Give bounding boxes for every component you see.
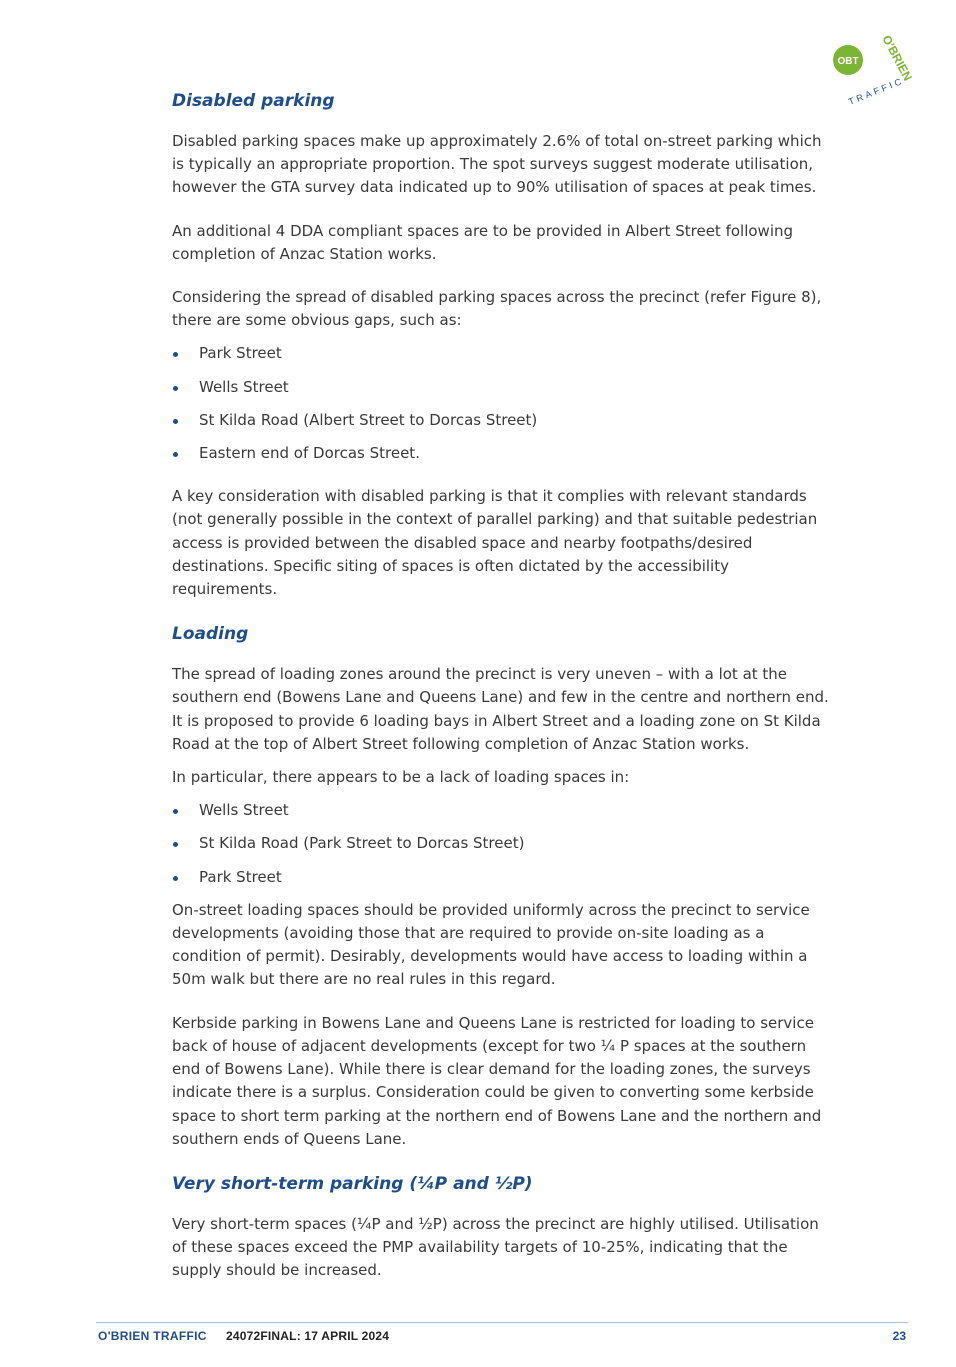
footer-divider: [96, 1322, 908, 1323]
main-content: [172, 88, 832, 1283]
list-item: Park Street: [172, 342, 832, 365]
list-item: Wells Street: [172, 376, 832, 399]
footer-brand: O'BRIEN TRAFFIC: [98, 1329, 207, 1343]
footer-document-reference: 24072FINAL: 17 APRIL 2024: [226, 1329, 390, 1343]
svg-text:O'BRIEN: O'BRIEN: [879, 32, 915, 84]
obrien-traffic-logo: [826, 20, 926, 120]
paragraph: Considering the spread of disabled parking spaces across the precinct (refer Figure 8), there are some obvious gaps, such as:: [172, 288, 822, 330]
list-item: Wells Street: [172, 799, 832, 822]
page-number: 23: [892, 1329, 906, 1343]
paragraph: Disabled parking spaces make up approximately 2.6% of total on-street parking which is typically an appropriate proportion. The spot surveys suggest moderate utilisation, however the GTA survey data indicated up to 90% utilisation of spaces at peak times.: [172, 132, 822, 197]
paragraph: On-street loading spaces should be provided uniformly across the precinct to service developments (avoiding those that are required to provide on-site loading as a condition of permit). Desirably, developments would have access to loading within a 50m walk but there are no real rules in this regard.: [172, 900, 810, 989]
svg-text:OBT: OBT: [837, 56, 859, 67]
paragraph: A key consideration with disabled parking is that it complies with relevant standards (not generally possible in the context of parallel parking) and that suitable pedestrian access is provided between the disabled space and nearby footpaths/desired destinations. Specific siting of spaces is often dictated by the accessibility requirements.: [172, 487, 818, 599]
page-footer: [96, 1322, 908, 1351]
heading-disabled-parking: Disabled parking: [172, 91, 335, 111]
heading-loading: Loading: [172, 624, 249, 645]
paragraph: An additional 4 DDA compliant spaces are to be provided in Albert Street following completion of Anzac Station works.: [172, 221, 794, 263]
paragraph: Kerbside parking in Bowens Lane and Queens Lane is restricted for loading to service back of house of adjacent developments (except for two ¼ P spaces at the southern end of Bowens Lane). While there is clear demand for the loading zones, the surveys indicate there is a surplus. Consideration could be given to converting some kerbside space to short term parking at the northern end of Bowens Lane and the northern and southern ends of Queens Lane.: [172, 1013, 822, 1148]
list-item: Eastern end of Dorcas Street.: [172, 442, 832, 465]
list-item: Park Street: [172, 866, 832, 889]
paragraph: Very short-term spaces (¼P and ½P) across the precinct are highly utilised. Utilisation of these spaces exceed the PMP availability targets of 10-25%, indicating that the supply should be increased.: [172, 1214, 819, 1280]
bullet-list-disabled-gaps: [172, 342, 832, 465]
bullet-list-loading-gaps: [172, 799, 832, 889]
svg-text:TRAFFIC: TRAFFIC: [847, 75, 906, 107]
list-item: St Kilda Road (Albert Street to Dorcas Street): [172, 409, 832, 432]
paragraph: The spread of loading zones around the precinct is very uneven – with a lot at the southern end (Bowens Lane and Queens Lane) and few in the centre and northern end. It is proposed to provide 6 loading bays in Albert Street and a loading zone on St Kilda Road at the top of Albert Street following completion of Anzac Station works.: [172, 665, 829, 753]
list-item: St Kilda Road (Park Street to Dorcas Street): [172, 832, 832, 855]
paragraph: In particular, there appears to be a lack of loading spaces in:: [172, 768, 630, 787]
heading-very-short-term-parking: Very short-term parking (¼P and ½P): [172, 1173, 533, 1194]
